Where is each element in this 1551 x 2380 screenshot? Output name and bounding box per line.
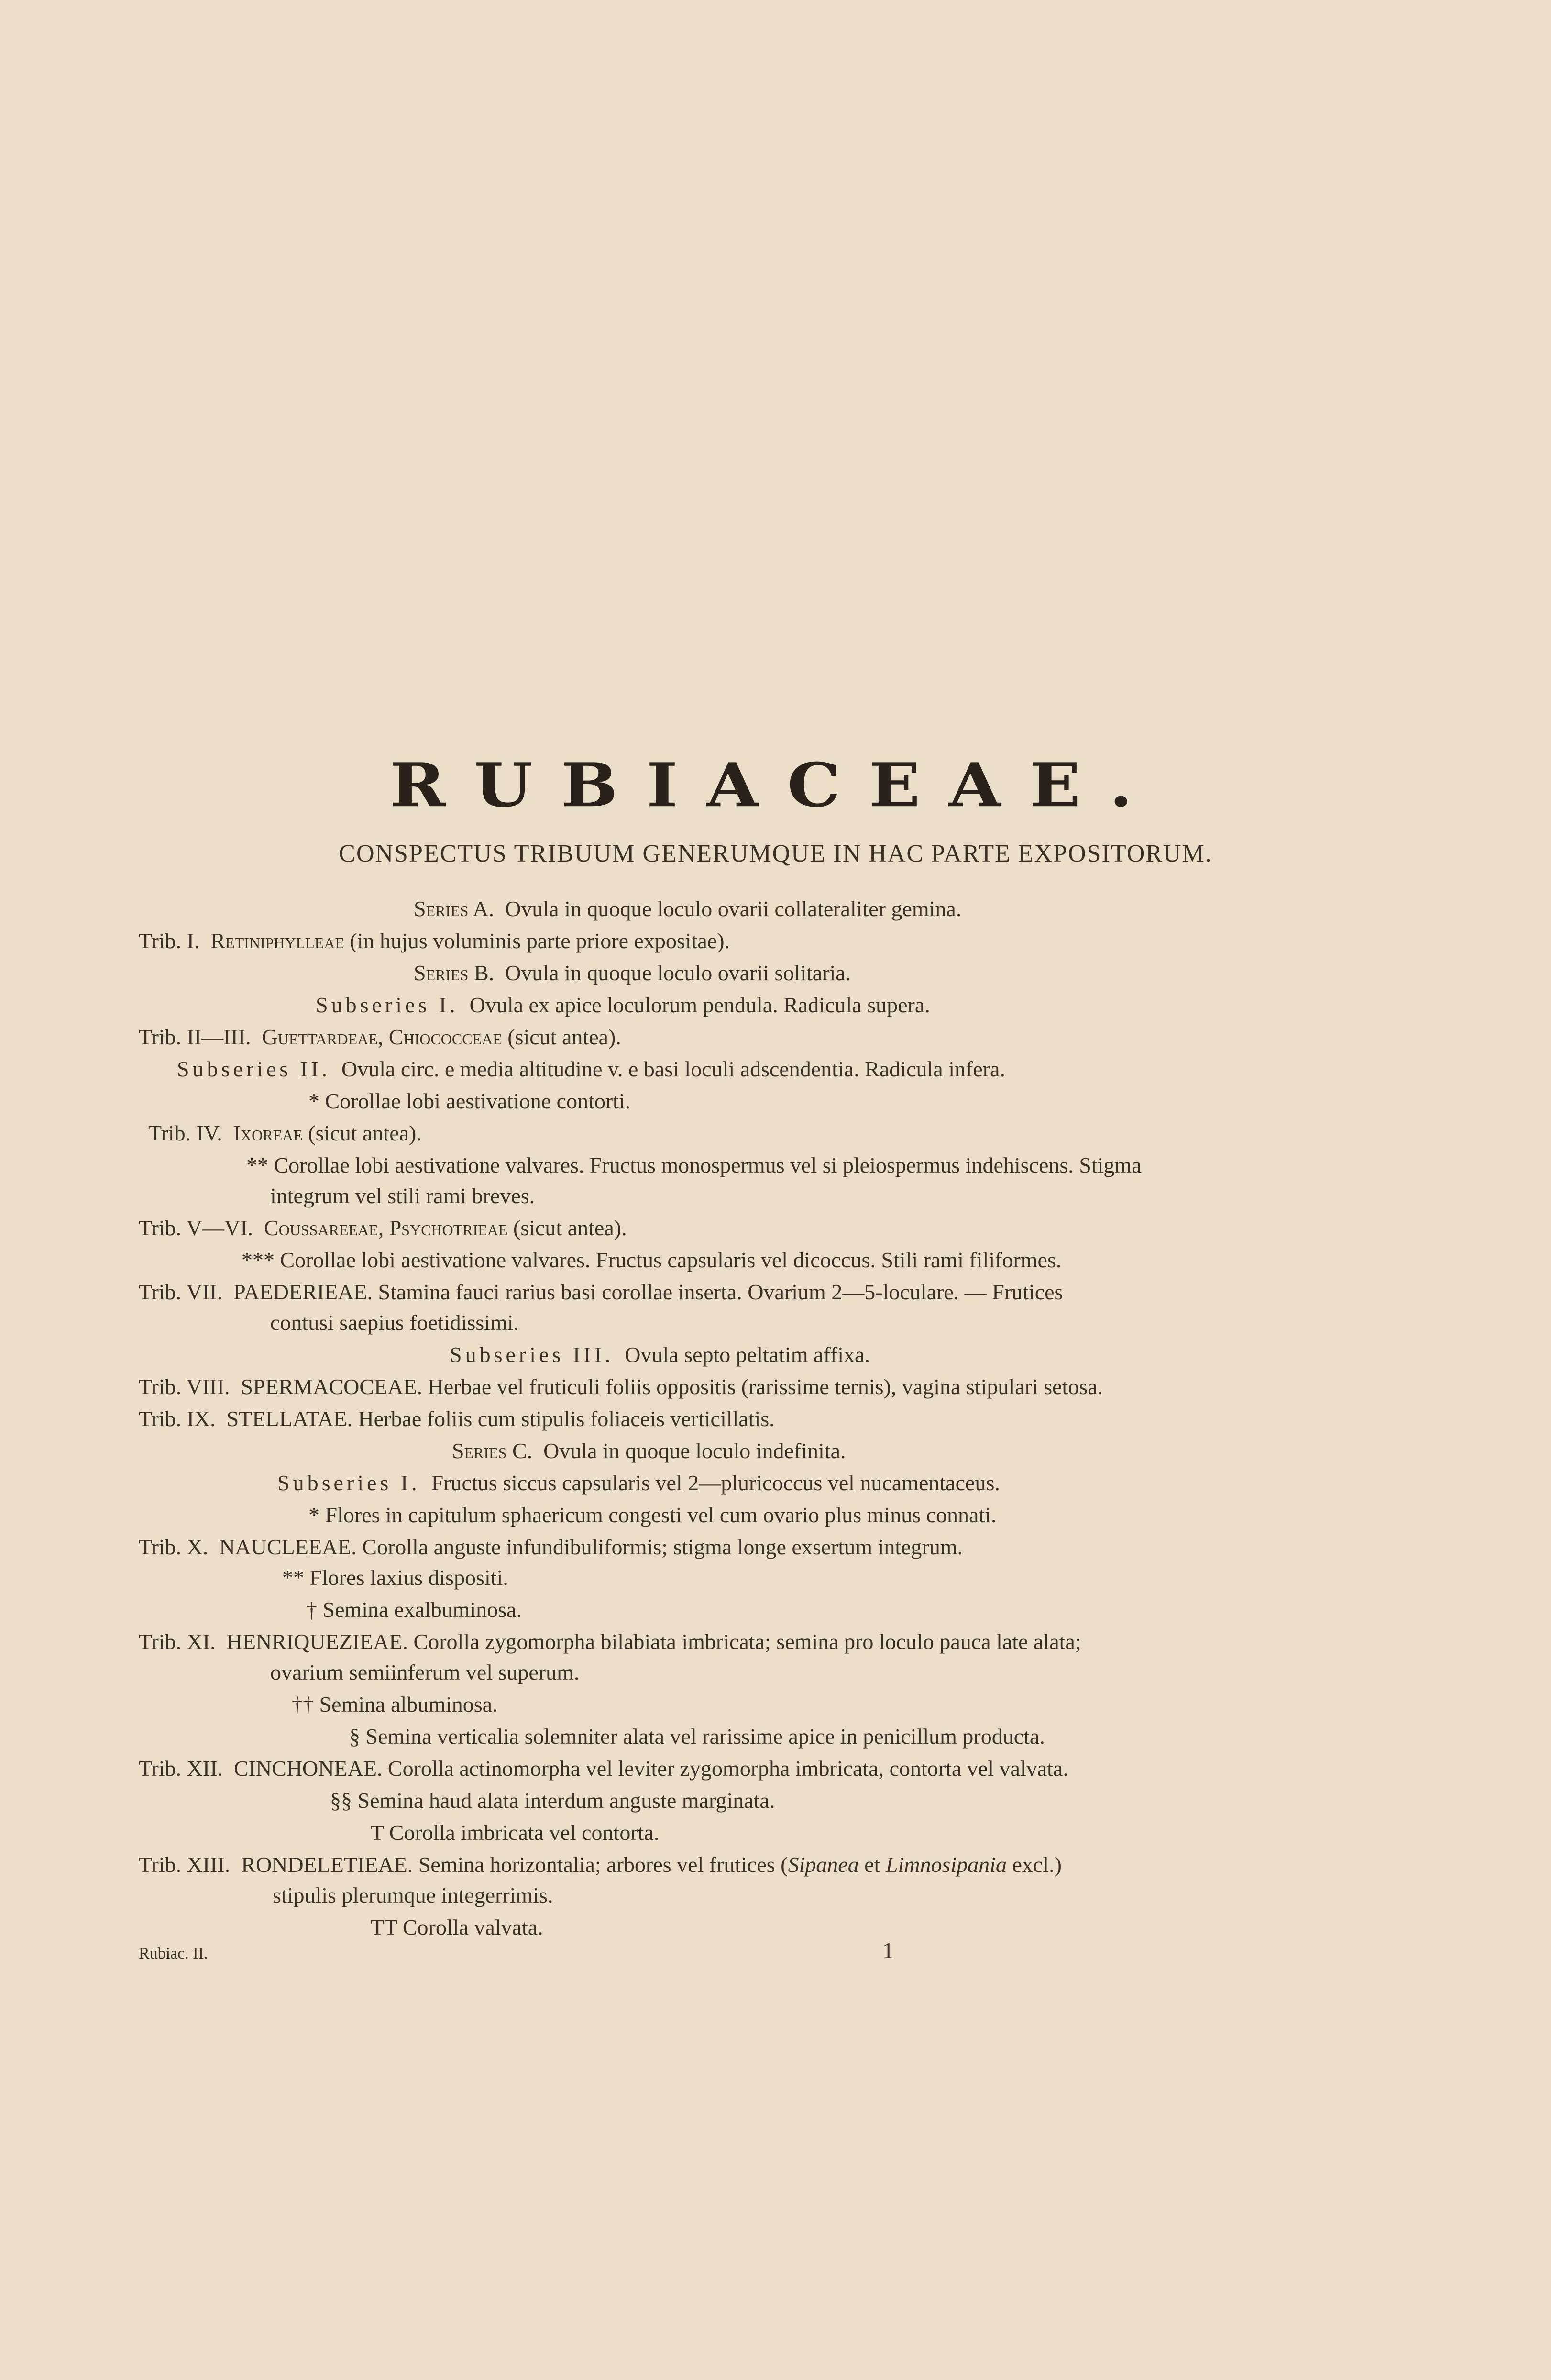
series-b-line: Series B. Ovula in quoque loculo ovarii solitaria. <box>414 961 851 985</box>
note-valvares-1: ** Corollae lobi aestivatione valvares. Fructus monospermus vel si pleiospermus indehiscens. Stigma <box>246 1153 1142 1177</box>
trib-iv-line: Trib. IV. Ixoreae (sicut antea). <box>148 1121 422 1145</box>
note-valvata: TT Corolla valvata. <box>371 1915 543 1939</box>
note-capitulum: * Flores in capitulum sphaericum congesti vel cum ovario plus minus connati. <box>308 1503 997 1527</box>
trib-ix-line: Trib. IX. STELLATAE. Herbae foliis cum stipulis foliaceis verticillatis. <box>139 1406 775 1431</box>
trib-xiii-line: Trib. XIII. RONDELETIEAE. Semina horizontalia; arbores vel frutices (Sipanea et Limnosipania excl.) <box>139 1852 1062 1877</box>
trib-viii-line: Trib. VIII. SPERMACOCEAE. Herbae vel fruticuli foliis oppositis (rarissime ternis), vagina stipulari setosa. <box>139 1374 1103 1399</box>
trib-x-line: Trib. X. NAUCLEEAE. Corolla anguste infundibuliformis; stigma longe exsertum integrum. <box>139 1535 963 1559</box>
note-haud-alata: §§ Semina haud alata interdum anguste marginata. <box>330 1788 775 1813</box>
page-subtitle: CONSPECTUS TRIBUUM GENERUMQUE IN HAC PARTE EXPOSITORUM. <box>339 840 1212 867</box>
trib-i-line: Trib. I. Retiniphylleae (in hujus voluminis parte priore expositae). <box>139 929 730 953</box>
trib-vii-cont: contusi saepius foetidissimi. <box>270 1310 519 1335</box>
note-exalbuminosa: † Semina exalbuminosa. <box>306 1597 522 1622</box>
subseries-ii-line: Subseries II. Ovula circ. e media altitudine v. e basi loculi adscendentia. Radicula infera. <box>177 1057 1005 1081</box>
note-imbricata: T Corolla imbricata vel contorta. <box>371 1820 660 1845</box>
trib-xii-line: Trib. XII. CINCHONEAE. Corolla actinomorpha vel leviter zygomorpha imbricata, contorta vel valvata. <box>139 1756 1068 1781</box>
subseries-i-c-line: Subseries I. Fructus siccus capsularis vel 2—pluricoccus vel nucamentaceus. <box>277 1471 1000 1495</box>
footer-signature: Rubiac. II. <box>139 1945 208 1962</box>
trib-v-vi-line: Trib. V—VI. Coussareeae, Psychotrieae (sicut antea). <box>139 1216 627 1240</box>
series-c-line: Series C. Ovula in quoque loculo indefinita. <box>452 1439 846 1463</box>
subseries-iii-line: Subseries III. Ovula septo peltatim affixa. <box>450 1342 870 1367</box>
note-contorti: * Corollae lobi aestivatione contorti. <box>308 1089 631 1113</box>
note-albuminosa: †† Semina albuminosa. <box>292 1692 498 1716</box>
note-laxius: ** Flores laxius dispositi. <box>282 1565 508 1590</box>
trib-ii-iii-line: Trib. II—III. Guettardeae, Chiococceae (sicut antea). <box>139 1025 621 1049</box>
subseries-i-line: Subseries I. Ovula ex apice loculorum pendula. Radicula supera. <box>316 993 930 1017</box>
page-number: 1 <box>882 1938 894 1963</box>
trib-vii-line: Trib. VII. PAEDERIEAE. Stamina fauci rarius basi corollae inserta. Ovarium 2—5-loculare. — Frutices <box>139 1280 1063 1304</box>
note-valvares-2: *** Corollae lobi aestivatione valvares. Fructus capsularis vel dicoccus. Stili rami filiformes. <box>242 1248 1062 1272</box>
trib-xi-cont: ovarium semiinferum vel superum. <box>270 1660 580 1684</box>
page-title: RUBIACEAE. <box>389 750 1162 821</box>
note-valvares-1-cont: integrum vel stili rami breves. <box>270 1184 535 1208</box>
series-a-line: Series A. Ovula in quoque loculo ovarii collateraliter gemina. <box>414 897 962 921</box>
trib-xiii-cont: stipulis plerumque integerrimis. <box>273 1883 553 1907</box>
trib-xi-line: Trib. XI. HENRIQUEZIEAE. Corolla zygomorpha bilabiata imbricata; semina pro loculo pauca late alata; <box>139 1629 1081 1654</box>
note-verticalia: § Semina verticalia solemniter alata vel rarissime apice in penicillum producta. <box>349 1724 1045 1749</box>
